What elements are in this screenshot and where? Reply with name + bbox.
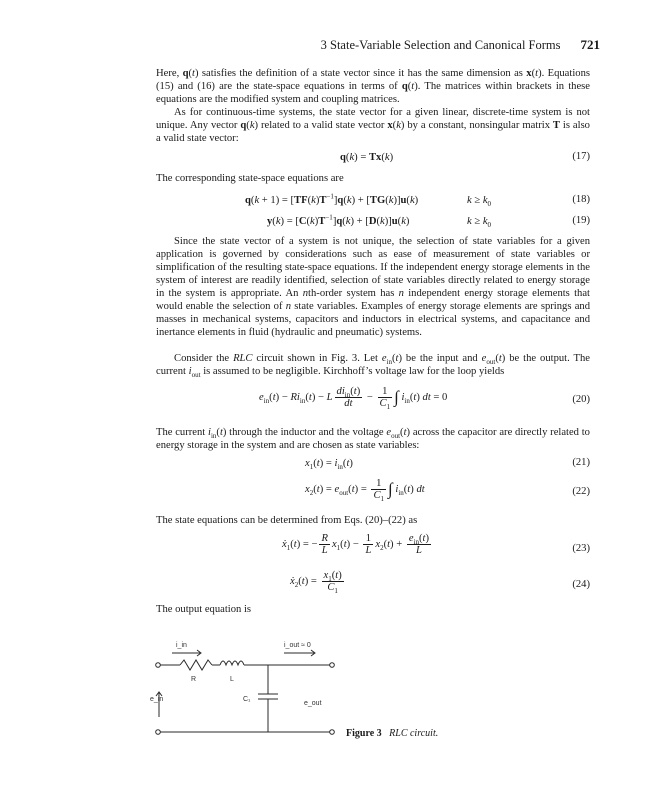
equation-24: ẋ$_2$(t) = $\frac{x_1(t)}{C_1}$ [290, 570, 342, 596]
page-number: 721 [580, 37, 600, 52]
paragraph-1: Here, q(t) satisfies the definition of a state vector since it has the same dimension as x(t). Equations (15) and (16) are the state-space equations in terms of q(t). The matrices within brackets in these equations are the modified system and coupling matrices. [156, 68, 590, 105]
paragraph-6: The current $i_{in}(t)$ through the inductor and the voltage $e_{out}(t)$ across the capacitor are directly related to energy storage in the system and are chosen as state variables: [156, 427, 590, 451]
equation-20: $e_{in}(t) - Ri_{in}(t) - L$ $\frac{di_{in}(t)}{dt}$ − $\frac{1}{C_1}$ ∫ $i_{in}(t)$ dt = 0 [259, 386, 448, 412]
equation-19: $y(k) = [C(k)T^{-1}]q(k) + [D(k)]u(k)$ [267, 213, 410, 227]
figure-caption [346, 728, 438, 739]
paragraph-3: The corresponding state-space equations are [156, 173, 344, 184]
label-i-in: i_in [176, 642, 187, 649]
running-header [0, 37, 600, 53]
label-i-out: i_out ≈ 0 [284, 642, 311, 649]
equation-number-19: (19) [572, 215, 590, 226]
equation-18-condition: $k \ge k_0$ [467, 195, 492, 209]
equation-23: ẋ$_1$(t) = − $\frac{R}{L}$ $x_1(t)$ − $\frac{1}{L}$ $x_2(t)$ + $\frac{e_{in}(t)}{L}$ [282, 533, 430, 556]
label-r: R [191, 676, 197, 683]
label-c1: C₁ [243, 696, 251, 703]
paragraph-4: Since the state vector of a system is not unique, the selection of state variables for a given application is governed by considerations such as ease of measurement of state variables or simplification of the resulting state-space equations. If the independent energy storage elements in the system of interest are readily identified, selection of state variables directly related to energy storage in the system is appropriate. An nth-order system has n independent energy storage elements that would enable the selection of n state variables. Examples of energy storage elements are springs and masses in mechanical systems, capacitors and inductors in electrical systems, and capacitance and inertance elements in fluid (hydraulic and pneumatic) systems. [156, 236, 590, 338]
paragraph-8: The output equation is [156, 604, 252, 615]
paragraph-2: As for continuous-time systems, the state vector for a given linear, discrete-time system is not unique. Any vector q(k) related to a valid state vector x(k) by a constant, nonsingular matrix T is also a valid state vector: [156, 107, 590, 144]
equation-number-22: (22) [572, 486, 590, 497]
equation-22: $x_2(t) = e_{out}(t)$ = $\frac{1}{C_1}$ ∫ $i_{in}(t)$ dt [305, 478, 425, 504]
header-title: 3 State-Variable Selection and Canonical Forms [320, 38, 561, 52]
equation-18: $q(k + 1) = [TF(k)T^{-1}]q(k) + [TG(k)]u(k)$ [245, 192, 419, 206]
equation-19-condition: $k \ge k_0$ [467, 216, 492, 230]
paragraph-5: Consider the RLC circuit shown in Fig. 3. Let $e_{in}(t)$ be the input and $e_{out}(t)$ be the output. The current $i_{out}$ is assumed to be negligible. Kirchhoff’s voltage law for the loop yields [156, 353, 590, 380]
terminal-bottom-left [156, 730, 161, 735]
terminal-top-right [330, 663, 335, 668]
label-e-in: e_in [150, 696, 164, 703]
rlc-circuit-diagram [148, 637, 338, 747]
label-l: L [230, 676, 234, 683]
resistor-symbol [180, 660, 212, 670]
equation-17: q(k) = Tx(k) [340, 152, 394, 163]
inductor-symbol [220, 661, 244, 665]
equation-number-21: (21) [572, 457, 590, 468]
equation-number-24: (24) [572, 579, 590, 590]
equation-number-18: (18) [572, 194, 590, 205]
figure-caption-text: RLC circuit. [389, 728, 439, 739]
label-e-out: e_out [304, 700, 322, 707]
equation-number-23: (23) [572, 543, 590, 554]
paragraph-7: The state equations can be determined from Eqs. (20)–(22) as [156, 515, 418, 526]
terminal-top-left [156, 663, 161, 668]
terminal-bottom-right [330, 730, 335, 735]
equation-21: $x_1(t) = i_{in}(t)$ [305, 458, 353, 472]
equation-number-17: (17) [572, 151, 590, 162]
equation-number-20: (20) [572, 394, 590, 405]
figure-caption-label: Figure 3 [346, 728, 382, 739]
